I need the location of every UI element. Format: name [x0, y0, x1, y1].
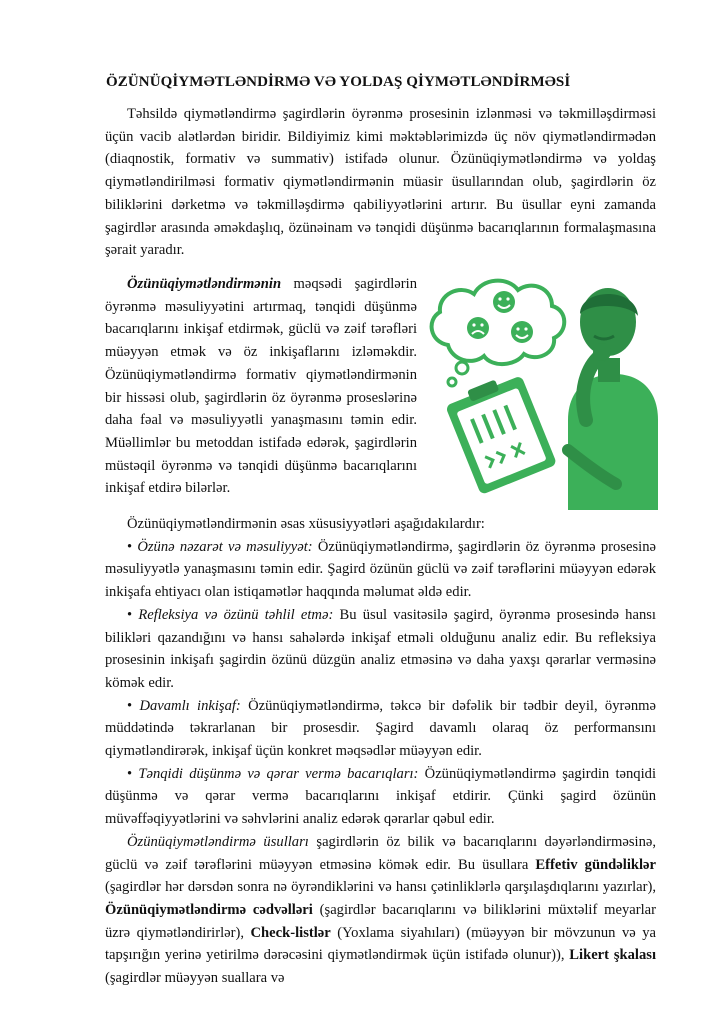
smile-face-icon: [493, 291, 515, 313]
bullet-item: • Davamlı inkişaf: Özünüqiymətləndirmə, təkcə bir dəfəlik bir tədbir deyil, öyrənmə müddətində təkrarlanan bir prosesdir. Şagird davamlı olaraq öz performansını qiymətləndirərək, inkişaf üçün konkret məqsədlər müəyyən edir.: [105, 697, 656, 760]
methods-paragraph: Özünüqiymətləndirmə üsulları şagirdlərin öz bilik və bacarıqlarını dəyərləndirməsinə, güclü və zəif tərəflərini müəyyən etməsinə kömək edir. Bu üsullara Effetiv gündəliklər (şagirdlər hər dərsdən sonra nə öyrəndiklərini və hansı çətinliklərlə qarşılaşdıqlarını yazırlar), Özünüqiymətləndirmə cədvəlləri (şagirdlər bacarıqlarını və biliklərini müxtəlif meyarlar üzrə qiymətləndirirlər), Check-listlər (Yoxlama siyahıları) (müəyyən bir mövzunun və ya tapşırığın yerinə yetirilmə dərəcəsini qiymətləndirmək üçün istifadə olunur)), Likert şkalası (şagirdlər müəyyən suallara və: [105, 833, 657, 987]
features-section: [105, 513, 656, 990]
features-intro: Özünüqiymətləndirmənin əsas xüsusiyyətləri aşağıdakılardır:: [127, 516, 485, 532]
bullet-item: • Refleksiya və özünü təhlil etmə: Bu üsul vasitəsilə şagird, öyrənmə prosesində hansı bilikləri qazandığını və hansı sahələrdə inkişaf etməli olduğunu analiz edir. Bu refleksiya prosesinin inkişafı şagirdin özünü düzgün analiz etməsinə və daha yaxşı qərarlar verməsinə kömək edir.: [105, 606, 656, 691]
purpose-term: Özünüqiymətləndirmənin: [127, 276, 282, 292]
purpose-text: məqsədi şagirdlərin öyrənmə məsuliyyətini artırmaq, tənqidi düşünmə bacarıqlarını inkişaf etdirmək, güclü və zəif tərəfləri müəyyən etmək və öz inkişaflarını izləməkdir. Özünüqiymətləndirmə formativ qiymətləndirmənin bir hissəsi olub, şagirdlərin öz öyrənmə proseslərinə daha fəal və məsuliyyətli yanaşmasını təmin edir. Müəllimlər bu metoddan istifadə edərək, şagirdlərin müstəqil öyrənmə və tənqidi düşünmə bacarıqlarını inkişaf etdirə bilərlər.: [105, 276, 417, 497]
bullet-item: • Özünə nəzarət və məsuliyyət: Özünüqiymətləndirmə, şagirdlərin öz öyrənmə prosesinə məsuliyyətlə yanaşmasını təmin edir. Şagird özünün güclü və zəif tərəflərini müəyyən edərək inkişafa ehtiyacı olan istiqamətlər haqqında məlumat əldə edir.: [105, 538, 656, 601]
purpose-paragraph: [105, 273, 417, 500]
student-figure: [568, 288, 658, 510]
page-title: ÖZÜNÜQİYMƏTLƏNDİRMƏ VƏ YOLDAŞ QİYMƏTLƏNDİRMƏSİ: [106, 74, 571, 90]
intro-paragraph: [105, 103, 656, 262]
intro-text: Təhsildə qiymətləndirmə şagirdlərin öyrənmə prosesinin izlənməsi və təkmilləşdirməsi üçün vacib alətlərdən biridir. Bildiyimiz kimi məktəblərimizdə üç növ qiymətləndirmədən (diaqnostik, formativ və summativ) istifadə olunur. Özünüqiymətləndirmə və yoldaş qiymətləndirilməsi formativ qiymətləndirmənin müasir üsullarından olub, şagirdlərin öz biliklərini dərketmə və təkmilləşdirmə qabiliyyətlərini artırır. Bu üsullar eyni zamanda şagirdlər arasında əməkdaşlıq, özünəinam və tənqidi düşünmə bacarıqlarının formalaşmasına şərait yaradır.: [105, 106, 656, 259]
clipboard-icon: [443, 370, 557, 495]
bullet-dot-icon: •: [127, 606, 139, 623]
bullet-item: • Tənqidi düşünmə və qərar vermə bacarıqları: Özünüqiymətləndirmə şagirdin tənqidi düşünmə və qərar vermə bacarıqlarını inkişaf etdirir. Çünki şagird özünün müvəffəqiyyətlərini və səhvlərini analiz edərək qərarlar qəbul edir.: [105, 765, 656, 828]
sad-face-icon: [467, 317, 489, 339]
self-assessment-illustration: [418, 270, 664, 510]
bullet-dot-icon: •: [127, 697, 140, 714]
bullet-dot-icon: •: [127, 538, 138, 555]
smile-face-icon-2: [511, 321, 533, 343]
bullet-dot-icon: •: [127, 765, 139, 782]
